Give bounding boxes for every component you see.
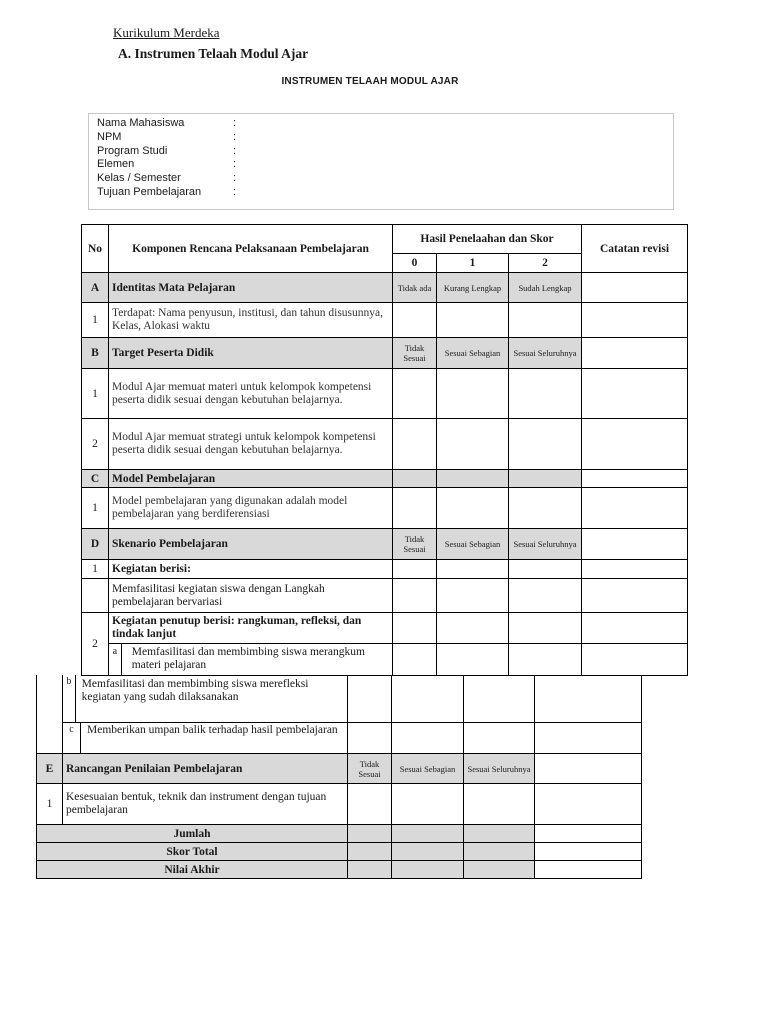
score-cell[interactable] (393, 303, 437, 338)
catatan-cell[interactable] (535, 723, 642, 754)
section-b-criterion-1: Sesuai Sebagian (444, 348, 501, 358)
section-a-criterion-2: Sudah Lengkap (518, 282, 572, 293)
header-score-0: 0 (393, 254, 437, 273)
section-b-criterion-2: Sesuai Seluruhnya (513, 348, 577, 358)
item-number: 1 (82, 369, 109, 419)
section-b-code: B (82, 338, 109, 369)
sub-item-marker: b (63, 675, 76, 722)
identity-row-npm: NPM : (97, 131, 237, 143)
item-number: 1 (82, 488, 109, 529)
score-cell[interactable] (393, 644, 437, 676)
identity-row-prodi: Program Studi : (97, 145, 237, 157)
identity-row-nama: Nama Mahasiswa : (97, 117, 237, 129)
score-cell[interactable] (437, 303, 509, 338)
page-title: INSTRUMEN TELAAH MODUL AJAR (281, 76, 459, 87)
catatan-cell[interactable] (582, 579, 688, 613)
item-description: Memfasilitasi kegiatan siswa dengan Langkah pembelajaran bervariasi (109, 579, 393, 613)
section-d-criterion-2: Sesuai Seluruhnya (513, 539, 577, 549)
sub-item-description: Memfasilitasi dan membimbing siswa merefleksi kegiatan yang sudah dilaksanakan (81, 678, 309, 703)
score-cell[interactable] (393, 579, 437, 613)
item-description: Terdapat: Nama penyusun, institusi, dan tahun disusunnya, Kelas, Alokasi waktu (109, 303, 393, 338)
section-d-code: D (82, 529, 109, 560)
catatan-cell[interactable] (582, 644, 688, 676)
section-c-title: Model Pembelajaran (109, 470, 393, 488)
score-cell[interactable] (464, 675, 535, 723)
item-number: 1 (82, 560, 109, 579)
catatan-cell[interactable] (582, 369, 688, 419)
score-cell[interactable] (348, 723, 392, 754)
item-description: Model pembelajaran yang digunakan adalah model pembelajaran yang berdiferensiasi (109, 488, 393, 529)
score-cell[interactable] (464, 723, 535, 754)
sub-item-description: Memberikan umpan balik terhadap hasil pembelajaran (87, 724, 338, 736)
score-cell[interactable] (437, 644, 509, 676)
score-cell[interactable] (509, 419, 582, 470)
section-c-code: C (82, 470, 109, 488)
score-cell[interactable] (392, 675, 464, 723)
item-description: Kegiatan penutup berisi: rangkuman, refleksi, dan tindak lanjut (109, 613, 393, 644)
section-e-criterion-0: Tidak Sesuai (358, 758, 381, 779)
score-cell[interactable] (509, 488, 582, 529)
score-cell[interactable] (509, 644, 582, 676)
item-description: Kegiatan berisi: (109, 560, 393, 579)
score-cell[interactable] (464, 784, 535, 825)
section-d-criterion-0: Tidak Sesuai (403, 534, 426, 554)
section-e-code: E (37, 754, 63, 784)
section-a-title: Identitas Mata Pelajaran (109, 273, 393, 303)
section-e-title: Rancangan Penilaian Pembelajaran (63, 754, 348, 784)
item-number: 1 (37, 784, 63, 825)
section-a-criterion-1: Kurang Lengkap (443, 282, 502, 293)
score-cell[interactable] (437, 419, 509, 470)
score-cell[interactable] (393, 488, 437, 529)
catatan-cell[interactable] (582, 303, 688, 338)
score-cell[interactable] (392, 723, 464, 754)
score-cell[interactable] (348, 675, 392, 723)
item-description: Modul Ajar memuat materi untuk kelompok kompetensi peserta didik sesuai dengan kebutuhan belajarnya. (109, 369, 393, 419)
total-row-label: Jumlah (37, 825, 348, 843)
curriculum-heading: Kurikulum Merdeka (113, 25, 220, 40)
section-d-title: Skenario Pembelajaran (109, 529, 393, 560)
review-table-upper (81, 224, 688, 676)
identity-row-tujuan: Tujuan Pembelajaran : (97, 186, 237, 198)
item-description: Kesesuaian bentuk, teknik dan instrument dengan tujuan pembelajaran (63, 784, 348, 825)
header-score-2: 2 (509, 254, 582, 273)
score-cell[interactable] (393, 369, 437, 419)
score-cell[interactable] (509, 369, 582, 419)
score-cell[interactable] (509, 303, 582, 338)
score-cell[interactable] (393, 419, 437, 470)
catatan-cell[interactable] (582, 419, 688, 470)
section-e-criterion-2: Sesuai Seluruhnya (467, 763, 531, 774)
score-cell[interactable] (392, 784, 464, 825)
score-cell[interactable] (437, 369, 509, 419)
sub-item-marker: c (63, 723, 81, 753)
review-table-lower (36, 675, 642, 879)
catatan-cell[interactable] (535, 675, 642, 723)
section-d-criterion-1: Sesuai Sebagian (444, 539, 501, 549)
section-a-code: A (82, 273, 109, 303)
score-cell[interactable] (348, 784, 392, 825)
sub-item-description: Memfasilitasi dan membimbing siswa merangkum materi pelajaran (131, 646, 365, 671)
header-no: No (82, 225, 109, 273)
catatan-cell[interactable] (535, 784, 642, 825)
header-komponen: Komponen Rencana Pelaksanaan Pembelajaran (109, 225, 393, 273)
item-number: 2 (82, 613, 109, 676)
total-score-label: Skor Total (37, 843, 348, 861)
score-cell[interactable] (509, 579, 582, 613)
final-value-label: Nilai Akhir (37, 861, 348, 879)
section-b-criterion-0: Tidak Sesuai (403, 343, 426, 363)
identity-row-elemen: Elemen : (97, 158, 237, 170)
header-score-1: 1 (437, 254, 509, 273)
section-heading: A. Instrumen Telaah Modul Ajar (118, 46, 309, 61)
catatan-cell[interactable] (582, 488, 688, 529)
section-b-title: Target Peserta Didik (109, 338, 393, 369)
header-hasil: Hasil Penelaahan dan Skor (393, 225, 582, 254)
header-catatan: Catatan revisi (582, 225, 688, 273)
score-cell[interactable] (437, 488, 509, 529)
score-cell[interactable] (437, 579, 509, 613)
item-description: Modul Ajar memuat strategi untuk kelompok kompetensi peserta didik sesuai dengan kebutuhan belajarnya. (109, 419, 393, 470)
item-number: 1 (82, 303, 109, 338)
section-a-criterion-0: Tidak ada (397, 282, 432, 293)
item-number: 2 (82, 419, 109, 470)
sub-item-marker: a (109, 644, 122, 675)
section-e-criterion-1: Sesuai Sebagian (399, 763, 456, 774)
identity-row-kelas: Kelas / Semester : (97, 172, 237, 184)
